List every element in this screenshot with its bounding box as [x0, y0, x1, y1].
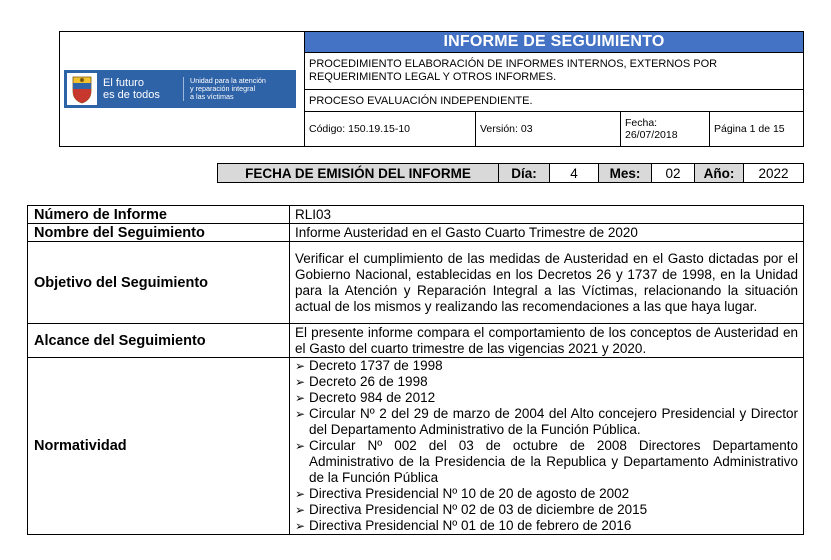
logo-slogan	[103, 77, 173, 101]
tracking-scope-label: Alcance del Seguimiento	[28, 324, 290, 358]
day-value: 4	[550, 164, 599, 183]
arrow-bullet-icon: ➢	[295, 407, 306, 421]
document-title: INFORME DE SEGUIMIENTO	[305, 32, 804, 53]
list-item-text: Directiva Presidencial Nº 02 de 03 de diciembre de 2015	[309, 502, 648, 517]
list-item	[295, 390, 798, 406]
document-date	[621, 112, 710, 147]
list-item	[295, 406, 798, 438]
list-item-text: Circular Nº 2 del 29 de marzo de 2004 del Alto concejero Presidencial y Director del Departamento Administrativo de la Función Pública.	[309, 406, 798, 437]
page-number: Página 1 de 15	[710, 112, 804, 147]
month-label: Mes:	[599, 164, 652, 183]
year-value: 2022	[744, 164, 804, 183]
logo-entity-name	[190, 77, 266, 101]
date-label: Fecha:	[625, 117, 658, 129]
document-code: Código: 150.19.15-10	[305, 112, 476, 147]
arrow-bullet-icon: ➢	[295, 375, 306, 389]
list-item	[295, 374, 798, 390]
regulations-label: Normatividad	[28, 358, 290, 535]
process-name: PROCESO EVALUACIÓN INDEPENDIENTE.	[305, 90, 804, 112]
emission-date-bar	[217, 163, 804, 183]
logo-entity-line1: Unidad para la atención	[190, 76, 266, 85]
institution-logo	[64, 70, 296, 108]
list-item	[295, 502, 798, 518]
table-row	[28, 206, 804, 224]
table-row	[28, 324, 804, 358]
tracking-name-value: Informe Austeridad en el Gasto Cuarto Trimestre de 2020	[290, 224, 804, 242]
document-header	[59, 31, 804, 147]
list-item	[295, 438, 798, 486]
list-item-text: Directiva Presidencial Nº 01 de 10 de febrero de 2016	[309, 518, 632, 533]
month-value: 02	[652, 164, 695, 183]
list-item-text: Circular Nº 002 del 03 de octubre de 2008 Directores Departamento Administrativo de la Presidencia de la Republica y Departamento Administrativo de la Función Pública	[309, 438, 798, 485]
arrow-bullet-icon: ➢	[295, 519, 306, 533]
arrow-bullet-icon: ➢	[295, 391, 306, 405]
year-label: Año:	[695, 164, 744, 183]
logo-entity-line3: a las víctimas	[190, 92, 234, 101]
list-item-text: Decreto 1737 de 1998	[309, 358, 443, 373]
list-item-text: Decreto 984 de 2012	[309, 390, 436, 405]
report-number-label: Número de Informe	[28, 206, 290, 224]
logo-entity-line2: y reparación integral	[190, 84, 256, 93]
procedure-name: PROCEDIMIENTO ELABORACIÓN DE INFORMES INTERNOS, EXTERNOS POR REQUERIMIENTO LEGAL Y OTROS INFORMES.	[305, 53, 804, 90]
report-number-value: RLI03	[290, 206, 804, 224]
regulations-value	[290, 358, 804, 535]
arrow-bullet-icon: ➢	[295, 359, 306, 373]
coat-of-arms-icon	[67, 73, 97, 105]
list-item	[295, 358, 798, 374]
list-item-text: Directiva Presidencial Nº 10 de 20 de agosto de 2002	[309, 486, 630, 501]
table-row	[28, 358, 804, 535]
tracking-objective-value: Verificar el cumplimiento de las medidas de Austeridad en el Gasto dictadas por el Gobierno Nacional, establecidas en los Decretos 26 y 1737 de 1998, en la Unidad para la Atención y Reparación Integral a las Víctimas, relacionando la situación actual de los mismos y realizando las recomendaciones a las que haya lugar.	[290, 242, 804, 324]
table-row	[28, 242, 804, 324]
logo-cell	[60, 32, 305, 147]
logo-slogan-line2: es de todos	[103, 89, 160, 101]
date-value: 26/07/2018	[625, 129, 678, 141]
list-item	[295, 518, 798, 534]
tracking-scope-value: El presente informe compara el comportamiento de los conceptos de Austeridad en el Gasto del cuarto trimestre de las vigencias 2021 y 2020.	[290, 324, 804, 358]
list-item-text: Decreto 26 de 1998	[309, 374, 428, 389]
table-row	[28, 224, 804, 242]
document-version: Versión: 03	[476, 112, 621, 147]
list-item	[295, 486, 798, 502]
tracking-objective-label: Objetivo del Seguimiento	[28, 242, 290, 324]
arrow-bullet-icon: ➢	[295, 487, 306, 501]
report-details-table	[27, 205, 804, 535]
logo-divider	[183, 77, 184, 101]
tracking-name-label: Nombre del Seguimiento	[28, 224, 290, 242]
logo-slogan-line1: El futuro	[103, 77, 144, 89]
arrow-bullet-icon: ➢	[295, 503, 306, 517]
emission-date-label: FECHA DE EMISIÓN DEL INFORME	[218, 164, 499, 183]
arrow-bullet-icon: ➢	[295, 439, 306, 453]
day-label: Día:	[499, 164, 550, 183]
regulations-list	[295, 358, 798, 534]
